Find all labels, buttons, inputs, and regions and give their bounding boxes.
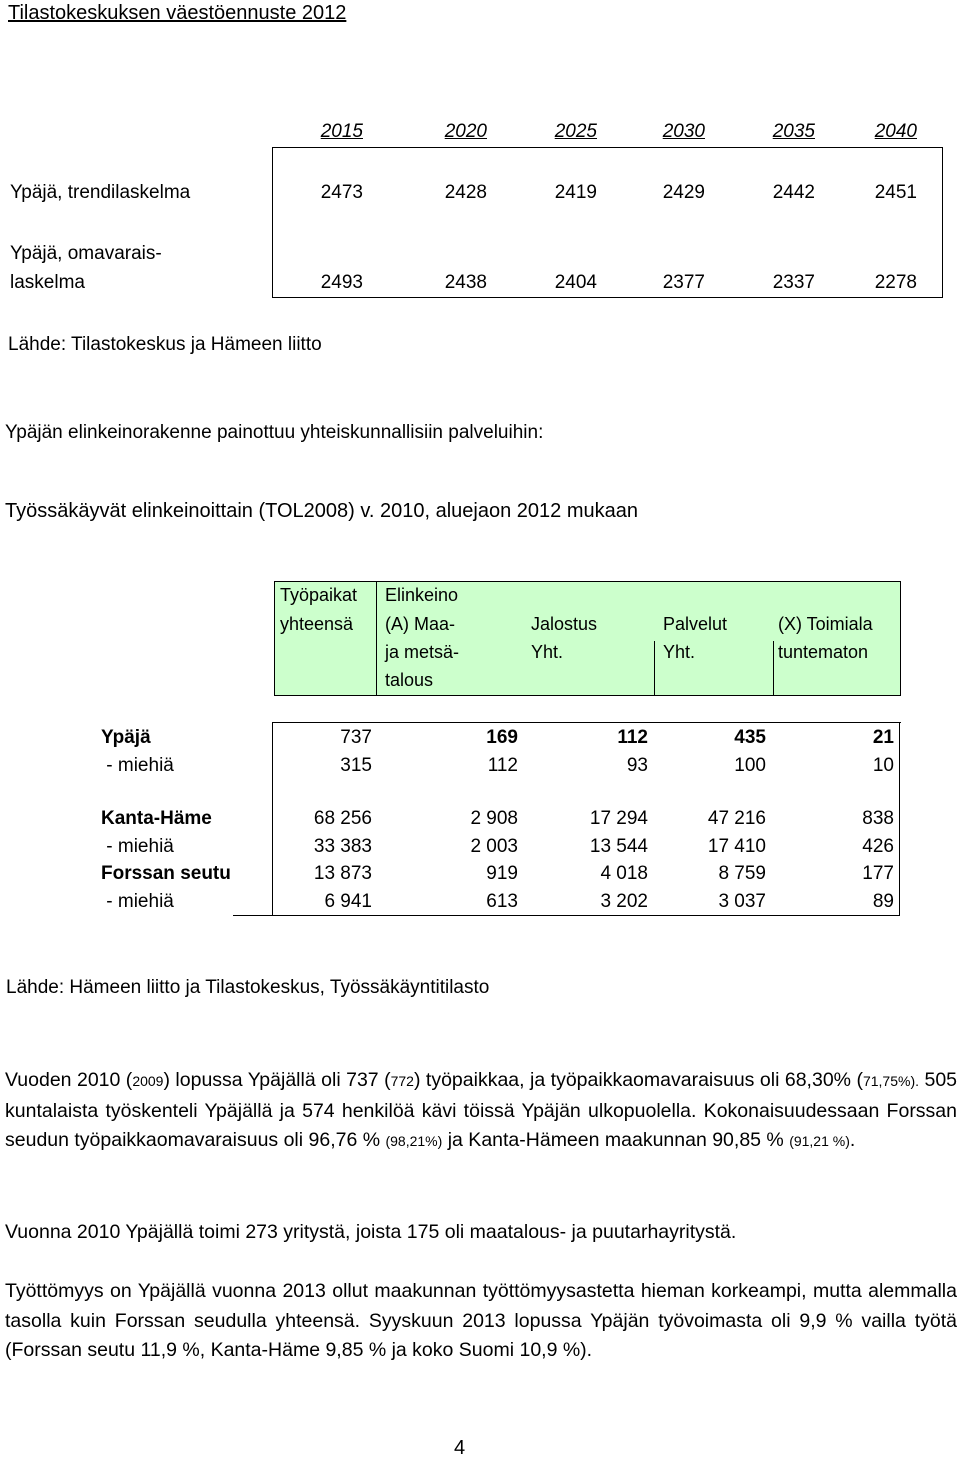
forecast-table-frame [272, 147, 943, 298]
header-total: yhteensä [280, 614, 354, 634]
table-row-label: Kanta-Häme [101, 808, 212, 829]
forecast-cell: 2451 [874, 182, 917, 203]
table-border [272, 722, 901, 723]
para-text: ja Kanta-Hämeen maakunnan 90,85 % [442, 1129, 790, 1151]
header-agriculture: talous [385, 670, 434, 690]
table-cell: 13 873 [313, 863, 372, 884]
employment-table-header [274, 581, 901, 696]
table-cell: 33 383 [313, 836, 372, 857]
header-agriculture: (A) Maa- [385, 614, 456, 634]
forecast-year-header: 2030 [662, 121, 705, 142]
table-cell: 613 [486, 891, 518, 912]
para-text-small: 2009 [132, 1073, 164, 1089]
page-number: 4 [454, 1437, 466, 1459]
table-cell: 21 [872, 727, 894, 748]
table-cell: 68 256 [313, 808, 372, 829]
forecast-cell: 2404 [554, 272, 597, 293]
forecast-cell: 2428 [444, 182, 487, 203]
table-cell: 93 [626, 755, 648, 776]
table-cell: 737 [340, 727, 372, 748]
forecast-year-header: 2020 [444, 121, 487, 142]
forecast-cell: 2493 [320, 272, 363, 293]
table-cell: 112 [617, 727, 648, 748]
table-cell: 8 759 [718, 863, 766, 884]
header-total: Työpaikat [280, 585, 358, 605]
header-services: Palvelut [663, 614, 728, 634]
page-title: Tilastokeskuksen väestöennuste 2012 [8, 2, 347, 24]
para-text: ) lopussa Ypäjällä oli 737 ( [163, 1069, 391, 1091]
para-text: 505 kuntalaista työskenteli Ypäjällä ja 574 henkilöä kävi töissä Ypäjän ulkopuolella. Kokonaisuudessaan Forssan seudun työpaikkaomavaraisuus oli 96,76 % [5, 1069, 958, 1151]
table-cell: 17 410 [707, 836, 766, 857]
forecast-row-label: Ypäjä, omavarais- [10, 243, 162, 264]
header-divider [654, 641, 655, 696]
table-row-label: Ypäjä [101, 727, 151, 748]
header-processing: Yht. [531, 642, 564, 662]
table-cell: 2 908 [470, 808, 518, 829]
table-row-label: - miehiä [101, 836, 174, 857]
forecast-year-header: 2035 [772, 121, 815, 142]
para-text: ) työpaikkaa, ja työpaikkaomavaraisuus oli 68,30% ( [413, 1069, 863, 1091]
forecast-cell: 2337 [772, 272, 815, 293]
paragraph-unemployment: Työttömyys on Ypäjällä vuonna 2013 ollut maakunnan työttömyysastetta hieman korkeampi, mutta alemmalla tasolla kuin Forssan seudulla yhteensä. Syyskuun 2013 lopussa Ypäjän työvoimasta oli 9,9 % vailla työtä (Forssan seutu 11,9 %, Kanta-Häme 9,85 % ja koko Suomi 10,9 %). [5, 1280, 957, 1361]
forecast-year-header: 2015 [320, 121, 363, 142]
table-cell: 112 [487, 755, 518, 776]
table-cell: 13 544 [589, 836, 648, 857]
source-note: Lähde: Hämeen liitto ja Tilastokeskus, Työssäkäyntitilasto [6, 977, 490, 998]
table-cell: 6 941 [324, 891, 372, 912]
paragraph-employment [5, 1066, 957, 1157]
table-heading: Työssäkäyvät elinkeinoittain (TOL2008) v. 2010, aluejaon 2012 mukaan [5, 500, 638, 522]
table-cell: 2 003 [470, 836, 518, 857]
para-text-small: (98,21%) [385, 1133, 443, 1149]
table-border [899, 722, 900, 916]
header-agriculture: ja metsä- [385, 642, 460, 662]
para-text-small: 71,75%). [862, 1073, 920, 1089]
table-row-label: - miehiä [101, 755, 174, 776]
table-border [272, 722, 273, 916]
header-divider [376, 581, 377, 696]
table-row-label: - miehiä [101, 891, 174, 912]
forecast-year-header: 2040 [874, 121, 917, 142]
table-cell: 426 [862, 836, 894, 857]
table-cell: 919 [486, 863, 518, 884]
table-cell: 435 [734, 727, 766, 748]
paragraph-companies: Vuonna 2010 Ypäjällä toimi 273 yritystä, joista 175 oli maatalous- ja puutarhayritystä. [5, 1221, 737, 1243]
table-cell: 10 [872, 755, 894, 776]
forecast-year-header: 2025 [554, 121, 597, 142]
forecast-cell: 2377 [662, 272, 705, 293]
forecast-row-label: Ypäjä, trendilaskelma [10, 182, 191, 203]
table-cell: 3 202 [600, 891, 648, 912]
header-services: Yht. [663, 642, 696, 662]
table-cell: 3 037 [718, 891, 766, 912]
table-row-label: Forssan seutu [101, 863, 231, 884]
table-cell: 177 [862, 863, 894, 884]
table-cell: 169 [486, 727, 518, 748]
table-cell: 47 216 [707, 808, 766, 829]
header-unknown: tuntematon [778, 642, 869, 662]
table-cell: 89 [872, 891, 894, 912]
table-cell: 100 [734, 755, 766, 776]
para-text: . [849, 1129, 856, 1151]
header-divider [773, 641, 774, 696]
source-note: Lähde: Tilastokeskus ja Hämeen liitto [8, 334, 322, 355]
para-text-small: (91,21 %) [789, 1133, 850, 1149]
para-text-small: 772 [390, 1073, 414, 1089]
header-processing: Jalostus [531, 614, 598, 634]
table-cell: 838 [862, 808, 894, 829]
header-unknown: (X) Toimiala [778, 614, 873, 634]
para-text: Vuoden 2010 ( [5, 1069, 133, 1091]
forecast-row-label: laskelma [10, 272, 85, 293]
forecast-cell: 2419 [554, 182, 597, 203]
table-cell: 17 294 [589, 808, 648, 829]
forecast-cell: 2278 [874, 272, 917, 293]
table-border [233, 915, 900, 916]
header-elinkeino: Elinkeino [385, 585, 459, 605]
forecast-cell: 2442 [772, 182, 815, 203]
table-cell: 4 018 [600, 863, 648, 884]
table-cell: 315 [340, 755, 372, 776]
forecast-cell: 2438 [444, 272, 487, 293]
forecast-cell: 2429 [662, 182, 705, 203]
intro-text: Ypäjän elinkeinorakenne painottuu yhteiskunnallisiin palveluihin: [5, 422, 544, 443]
forecast-cell: 2473 [320, 182, 363, 203]
